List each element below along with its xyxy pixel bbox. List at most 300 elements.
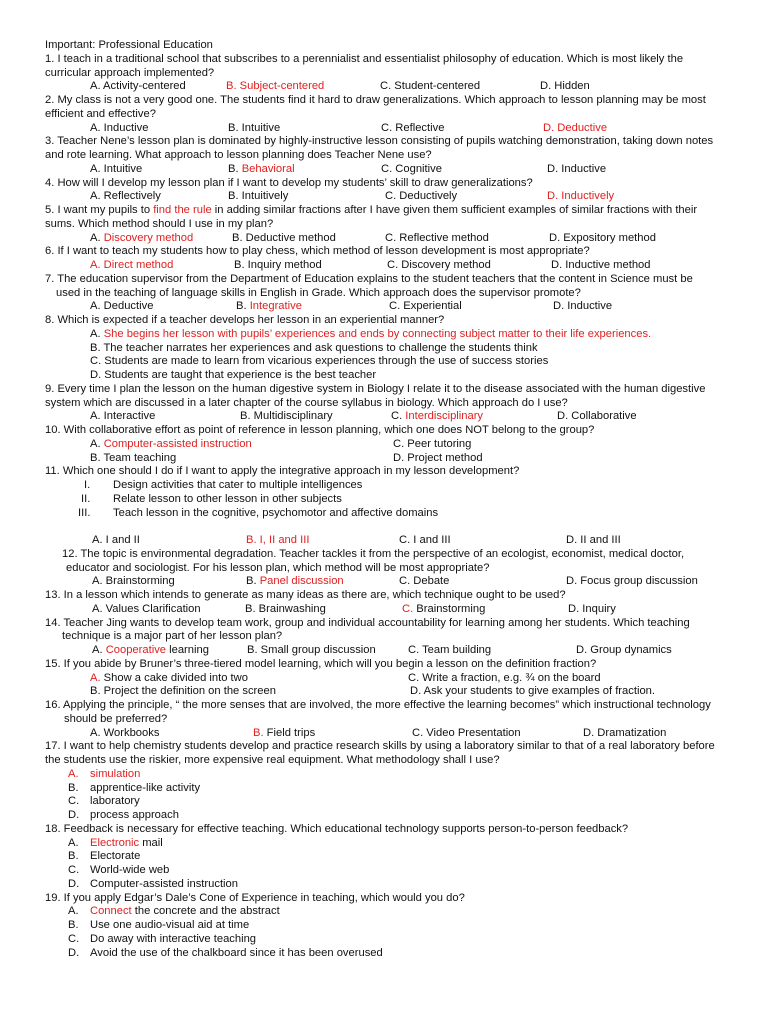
- option-text: [547, 163, 606, 177]
- text-segment: B. Deductive method: [232, 231, 336, 244]
- option-text: [226, 80, 324, 94]
- text-segment: C. Student-centered: [380, 80, 481, 93]
- option-text: [90, 122, 148, 136]
- text-line: [0, 713, 768, 727]
- option-text: [68, 850, 79, 864]
- text-segment: educator and sociologist. For his lesson plan, which method will be most appropriate?: [66, 561, 490, 574]
- text-segment: A. Reflectively: [90, 190, 161, 203]
- answer-highlight: Interdisciplinary: [405, 410, 484, 423]
- option-row: [0, 122, 768, 136]
- option-row: [0, 919, 768, 933]
- option-row: [0, 479, 768, 493]
- text-line: [0, 314, 768, 328]
- line-text: [45, 397, 568, 411]
- option-text: [380, 80, 480, 94]
- text-line: [0, 135, 768, 149]
- text-segment: mail: [139, 836, 163, 849]
- text-segment: 6. If I want to teach my students how to play chess, which method of lesson development is most appropriate?: [45, 245, 590, 258]
- text-segment: C. Reflective: [381, 121, 445, 134]
- text-segment: A. Deductive: [90, 300, 154, 313]
- option-row: [0, 575, 768, 589]
- text-segment: C. Cognitive: [381, 162, 442, 175]
- text-segment: A. Intuitive: [90, 162, 143, 175]
- option-row: [0, 850, 768, 864]
- answer-highlight: B. Subject-centered: [226, 80, 325, 93]
- text-segment: C. Debate: [399, 575, 450, 588]
- answer-highlight: A.: [68, 767, 79, 780]
- text-segment: C.: [68, 795, 80, 808]
- answer-highlight: D. Deductive: [543, 121, 608, 134]
- option-text: [113, 479, 362, 493]
- option-text: [236, 300, 302, 314]
- option-row: [0, 644, 768, 658]
- line-text: [45, 589, 566, 603]
- text-segment: C. I and III: [399, 534, 451, 546]
- text-segment: C. Team building: [408, 644, 492, 656]
- text-segment: and rote learning. What approach to lesson planning does Teacher Nene use?: [45, 149, 432, 161]
- text-segment: B.: [236, 300, 250, 313]
- option-text: [228, 122, 280, 136]
- text-segment: C. Peer tutoring: [393, 437, 472, 450]
- line-text: [45, 273, 693, 287]
- option-row: [0, 672, 768, 686]
- text-segment: A.: [90, 327, 104, 340]
- option-text: [389, 300, 462, 314]
- text-segment: B. Intuitively: [228, 190, 289, 203]
- option-text: [90, 837, 163, 851]
- text-segment: D. Inductive method: [551, 259, 651, 271]
- text-line: [0, 369, 768, 383]
- line-text: [62, 548, 684, 562]
- option-row: [0, 685, 768, 699]
- line-text: [45, 149, 432, 163]
- text-segment: C.: [68, 932, 80, 945]
- text-segment: Relate lesson to other lesson in other subjects: [113, 492, 342, 505]
- text-line: [0, 658, 768, 672]
- option-text: [68, 864, 79, 878]
- option-row: [0, 933, 768, 947]
- text-segment: A. I and II: [92, 534, 140, 546]
- text-segment: in adding similar fractions after I have given them sufficient examples of similar fractions with their: [211, 204, 698, 216]
- option-text: [549, 232, 656, 246]
- text-segment: Electorate: [90, 850, 141, 863]
- option-text: [547, 190, 614, 204]
- option-text: [412, 727, 521, 741]
- text-segment: 13. In a lesson which intends to generate as many ideas as there are, which technique ought to be used?: [45, 589, 566, 601]
- option-row: [0, 947, 768, 961]
- text-segment: C. Write a fraction, e.g. ¾ on the board: [408, 671, 601, 684]
- option-text: [90, 259, 173, 273]
- text-segment: B.: [246, 575, 260, 588]
- option-text: [90, 452, 176, 466]
- text-segment: 11. Which one should I do if I want to apply the integrative approach in my lesson development?: [45, 465, 520, 478]
- text-segment: laboratory: [90, 795, 140, 808]
- option-text: [246, 534, 309, 548]
- text-segment: A. Brainstorming: [92, 575, 175, 588]
- text-segment: C. Video Presentation: [412, 726, 521, 739]
- line-text: [45, 465, 519, 479]
- option-row: [0, 534, 768, 548]
- text-segment: A.: [90, 231, 104, 244]
- option-text: [90, 947, 383, 961]
- option-text: [245, 603, 326, 617]
- line-text: [62, 630, 282, 644]
- text-segment: B. Brainwashing: [245, 602, 326, 615]
- option-text: [543, 122, 607, 136]
- option-text: [553, 300, 612, 314]
- text-line: [0, 355, 768, 369]
- header-text: Important: Professional Education: [45, 39, 213, 51]
- answer-highlight: Connect: [90, 905, 132, 918]
- option-text: [246, 575, 344, 589]
- text-segment: Use one audio-visual aid at time: [90, 919, 250, 931]
- answer-highlight: find the rule: [153, 204, 212, 216]
- option-text: [540, 80, 590, 94]
- answer-highlight: D. Inductively: [547, 190, 615, 203]
- option-text: [381, 122, 444, 136]
- text-segment: C. Deductively: [385, 190, 458, 203]
- text-segment: A.: [92, 644, 106, 656]
- answer-highlight: Cooperative: [105, 644, 167, 656]
- text-line: [0, 562, 768, 576]
- option-text: [402, 603, 485, 617]
- text-segment: Design activities that cater to multiple intelligences: [113, 479, 363, 491]
- option-text: [90, 933, 256, 947]
- text-segment: the students use the riskier, more expensive real equipment. What methodology shall I use?: [45, 754, 500, 766]
- option-text: [393, 438, 471, 452]
- option-text: [78, 507, 90, 521]
- blank-line: [0, 520, 768, 534]
- option-text: [68, 782, 79, 796]
- line-text: [45, 383, 705, 397]
- option-text: [90, 672, 248, 686]
- option-text: [551, 259, 651, 273]
- option-row: [0, 905, 768, 919]
- text-segment: C.: [391, 410, 406, 423]
- option-text: [90, 232, 193, 246]
- text-segment: 1. I teach in a traditional school that subscribes to a perennialist and essentialist philosophy of education. Which is most likely the: [45, 52, 684, 65]
- line-text: [45, 424, 594, 438]
- text-segment: D. II and III: [566, 534, 621, 546]
- text-segment: B. Inquiry method: [234, 259, 322, 271]
- option-text: [113, 507, 438, 521]
- text-line: [0, 328, 768, 342]
- text-segment: D. Hidden: [540, 80, 590, 93]
- text-segment: A. Activity-centered: [90, 80, 186, 93]
- option-text: [68, 933, 79, 947]
- text-segment: B.: [68, 919, 79, 931]
- option-text: [81, 493, 90, 507]
- text-line: [0, 754, 768, 768]
- text-segment: 17. I want to help chemistry students develop and practice research skills by using a laboratory similar to that of a real laboratory before: [45, 740, 715, 753]
- text-segment: B. Project the definition on the screen: [90, 685, 276, 698]
- option-row: [0, 452, 768, 466]
- option-text: [68, 919, 79, 933]
- text-segment: B. Team teaching: [90, 451, 177, 464]
- text-segment: sums. Which method should I use in my plan?: [45, 217, 274, 230]
- option-text: [387, 259, 491, 273]
- option-text: [557, 410, 637, 424]
- text-segment: 3. Teacher Nene’s lesson plan is dominated by highly-instructive lesson consisting of pupils watching demonstration, taking down notes: [45, 135, 714, 148]
- text-line: [0, 149, 768, 163]
- option-text: [90, 782, 200, 796]
- answer-highlight: Computer-assisted instruction: [103, 437, 252, 450]
- text-line: [0, 548, 768, 562]
- text-segment: 16. Applying the principle, “ the more senses that are involved, the more effective the learning becomes” which instructional technology: [45, 699, 711, 711]
- text-line: [0, 465, 768, 479]
- answer-highlight: B. I, II and III: [246, 534, 310, 546]
- text-segment: B. Multidisciplinary: [240, 410, 333, 423]
- option-text: [232, 232, 336, 246]
- option-row: [0, 493, 768, 507]
- text-segment: 5. I want my pupils to: [45, 204, 154, 216]
- text-segment: A.: [68, 836, 79, 849]
- option-text: [90, 727, 159, 741]
- text-segment: D. Inquiry: [568, 602, 616, 615]
- text-segment: Brainstorming: [413, 602, 486, 615]
- option-row: [0, 809, 768, 823]
- option-text: [399, 575, 449, 589]
- option-text: [90, 768, 140, 782]
- option-text: [90, 795, 140, 809]
- option-text: [408, 672, 601, 686]
- line-text: [45, 218, 273, 232]
- text-segment: A. Workbooks: [90, 726, 160, 739]
- text-segment: B. Intuitive: [228, 121, 281, 134]
- option-text: [234, 259, 322, 273]
- text-segment: D.: [68, 809, 80, 821]
- answer-highlight: Panel discussion: [259, 575, 344, 588]
- option-row: [0, 603, 768, 617]
- text-segment: curricular approach implemented?: [45, 66, 215, 79]
- text-segment: Do away with interactive teaching: [90, 932, 257, 945]
- option-row: [0, 782, 768, 796]
- option-text: [90, 300, 153, 314]
- text-segment: D.: [68, 877, 80, 890]
- text-segment: C.: [68, 864, 80, 876]
- line-text: [66, 562, 490, 576]
- text-line: [0, 892, 768, 906]
- text-line: [0, 383, 768, 397]
- text-segment: 18. Feedback is necessary for effective teaching. Which educational technology supports person-to-person feedback?: [45, 822, 629, 835]
- text-line: [0, 589, 768, 603]
- text-segment: 14. Teacher Jing wants to develop team work, group and individual accountability for learning among her students. Which teaching: [45, 616, 690, 629]
- text-segment: should be preferred?: [64, 712, 168, 725]
- text-line: [0, 740, 768, 754]
- line-text: [56, 287, 581, 301]
- text-segment: the concrete and the abstract: [131, 905, 280, 918]
- option-text: [399, 534, 451, 548]
- option-row: [0, 878, 768, 892]
- option-text: [90, 878, 238, 892]
- option-text: [391, 410, 483, 424]
- answer-highlight: A. Direct method: [90, 259, 174, 271]
- text-segment: D. Expository method: [549, 231, 656, 244]
- text-segment: B. The teacher narrates her experiences and ask questions to challenge the students think: [90, 341, 538, 354]
- text-segment: D.: [68, 946, 80, 959]
- answer-highlight: Behavioral: [241, 162, 295, 175]
- text-segment: Teach lesson in the cognitive, psychomotor and affective domains: [113, 506, 439, 519]
- text-segment: apprentice-like activity: [90, 781, 201, 794]
- option-text: [576, 644, 672, 658]
- option-row: [0, 864, 768, 878]
- option-text: [90, 410, 155, 424]
- option-text: [240, 410, 333, 424]
- text-segment: B.: [228, 162, 242, 175]
- option-text: [566, 575, 698, 589]
- text-segment: 15. If you abide by Bruner’s three-tiered model learning, which will you begin a lesson on the definition fraction?: [45, 657, 597, 670]
- text-segment: D. Group dynamics: [576, 644, 672, 656]
- option-text: [90, 163, 142, 177]
- answer-highlight: She begins her lesson with pupils’ experiences and ends by connecting subject matter to their life experiences.: [103, 327, 652, 340]
- option-row: [0, 163, 768, 177]
- option-text: [92, 644, 209, 658]
- option-text: [92, 575, 175, 589]
- text-segment: A. Values Clarification: [92, 602, 201, 615]
- text-segment: Avoid the use of the chalkboard since it has been overused: [90, 946, 383, 959]
- line-text: [64, 713, 167, 727]
- option-text: [566, 534, 621, 548]
- text-segment: 19. If you apply Edgar’s Dale’s Cone of Experience in teaching, which would you do?: [45, 891, 465, 904]
- option-text: [90, 190, 161, 204]
- option-text: [84, 479, 90, 493]
- text-segment: system which are discussed in a later chapter of the course syllabus in biology. Which approach do I use?: [45, 396, 568, 409]
- option-row: [0, 837, 768, 851]
- option-text: [90, 864, 169, 878]
- text-segment: D. Inductive: [547, 162, 607, 175]
- line-text: [45, 754, 500, 768]
- text-line: [0, 108, 768, 122]
- option-text: [90, 919, 249, 933]
- line-text: [45, 135, 713, 149]
- text-segment: C. Experiential: [389, 300, 462, 313]
- line-text: [45, 658, 596, 672]
- text-segment: learning: [166, 644, 209, 656]
- option-row: [0, 300, 768, 314]
- line-text: [45, 67, 214, 81]
- line-text: [45, 204, 697, 218]
- option-text: [68, 905, 79, 919]
- line-text: [90, 355, 548, 369]
- text-line: [0, 699, 768, 713]
- line-text: [90, 342, 538, 356]
- text-segment: A. Inductive: [90, 121, 149, 134]
- text-segment: C. Reflective method: [385, 231, 489, 244]
- answer-highlight: A.: [90, 671, 101, 684]
- text-segment: B. Small group discussion: [247, 644, 376, 656]
- line-text: [45, 108, 156, 122]
- option-text: [68, 947, 79, 961]
- option-text: [92, 603, 201, 617]
- text-segment: C. Students are made to learn from vicarious experiences through the use of success stories: [90, 355, 549, 368]
- option-row: [0, 410, 768, 424]
- text-segment: A.: [68, 905, 79, 918]
- option-text: [253, 727, 315, 741]
- text-line: [0, 218, 768, 232]
- line-text: [45, 177, 533, 191]
- text-segment: 9. Every time I plan the lesson on the human digestive system in Biology I relate it to the disease associated with the human digestive: [45, 382, 706, 395]
- text-segment: Computer-assisted instruction: [90, 877, 238, 890]
- answer-highlight: B.: [253, 726, 264, 739]
- option-text: [90, 809, 179, 823]
- text-segment: II.: [81, 492, 91, 505]
- answer-highlight: Discovery method: [103, 231, 194, 244]
- document-header: [0, 39, 768, 53]
- text-segment: 4. How will I develop my lesson plan if I want to develop my students’ skill to draw generalizations?: [45, 176, 533, 189]
- option-text: [568, 603, 616, 617]
- option-text: [228, 163, 295, 177]
- line-text: [45, 314, 444, 328]
- text-segment: D. Inductive: [553, 300, 613, 313]
- option-row: [0, 190, 768, 204]
- text-segment: Show a cake divided into two: [100, 671, 248, 684]
- answer-highlight: Integrative: [249, 300, 302, 313]
- text-segment: D. Focus group discussion: [566, 575, 698, 588]
- text-segment: World-wide web: [90, 864, 170, 876]
- option-row: [0, 259, 768, 273]
- option-row: [0, 768, 768, 782]
- line-text: [45, 740, 715, 754]
- text-segment: B.: [68, 850, 79, 863]
- line-text: [90, 328, 651, 342]
- text-segment: D. Students are taught that experience is the best teacher: [90, 369, 377, 381]
- option-row: [0, 507, 768, 521]
- text-segment: I.: [84, 479, 91, 491]
- text-segment: B.: [68, 781, 79, 794]
- option-text: [228, 190, 288, 204]
- text-line: [0, 273, 768, 287]
- option-text: [410, 685, 655, 699]
- option-row: [0, 232, 768, 246]
- text-line: [0, 630, 768, 644]
- text-segment: III.: [78, 506, 91, 519]
- text-segment: A.: [90, 437, 104, 450]
- text-line: [0, 177, 768, 191]
- text-segment: 12. The topic is environmental degradation. Teacher tackles it from the perspective of an ecologist, economist, medical doctor,: [62, 547, 685, 560]
- option-text: [68, 795, 79, 809]
- text-segment: D. Ask your students to give examples of fraction.: [410, 685, 655, 698]
- option-text: [381, 163, 442, 177]
- text-segment: 7. The education supervisor from the Department of Education explains to the student teachers that the content in Science must be: [45, 272, 693, 285]
- text-line: [0, 245, 768, 259]
- text-segment: used in the teaching of language skills in English in Grade. Which approach does the supervisor promote?: [56, 286, 581, 299]
- option-row: [0, 438, 768, 452]
- option-row: [0, 80, 768, 94]
- text-segment: A. Interactive: [90, 410, 156, 423]
- answer-highlight: Electronic: [90, 836, 140, 849]
- text-segment: efficient and effective?: [45, 107, 156, 120]
- option-text: [68, 878, 79, 892]
- option-row: [0, 795, 768, 809]
- text-line: [0, 94, 768, 108]
- text-line: [0, 53, 768, 67]
- option-text: [90, 905, 280, 919]
- text-segment: D. Project method: [393, 451, 483, 464]
- text-line: [0, 397, 768, 411]
- option-text: [90, 438, 252, 452]
- text-segment: Field trips: [263, 726, 316, 739]
- answer-highlight: C.: [402, 602, 414, 615]
- line-text: [45, 245, 590, 259]
- option-text: [68, 768, 79, 782]
- text-line: [0, 424, 768, 438]
- line-text: [45, 53, 683, 67]
- text-segment: process approach: [90, 809, 179, 821]
- option-text: [247, 644, 376, 658]
- text-segment: D. Collaborative: [557, 410, 637, 423]
- text-segment: D. Dramatization: [583, 726, 667, 739]
- line-text: [45, 94, 706, 108]
